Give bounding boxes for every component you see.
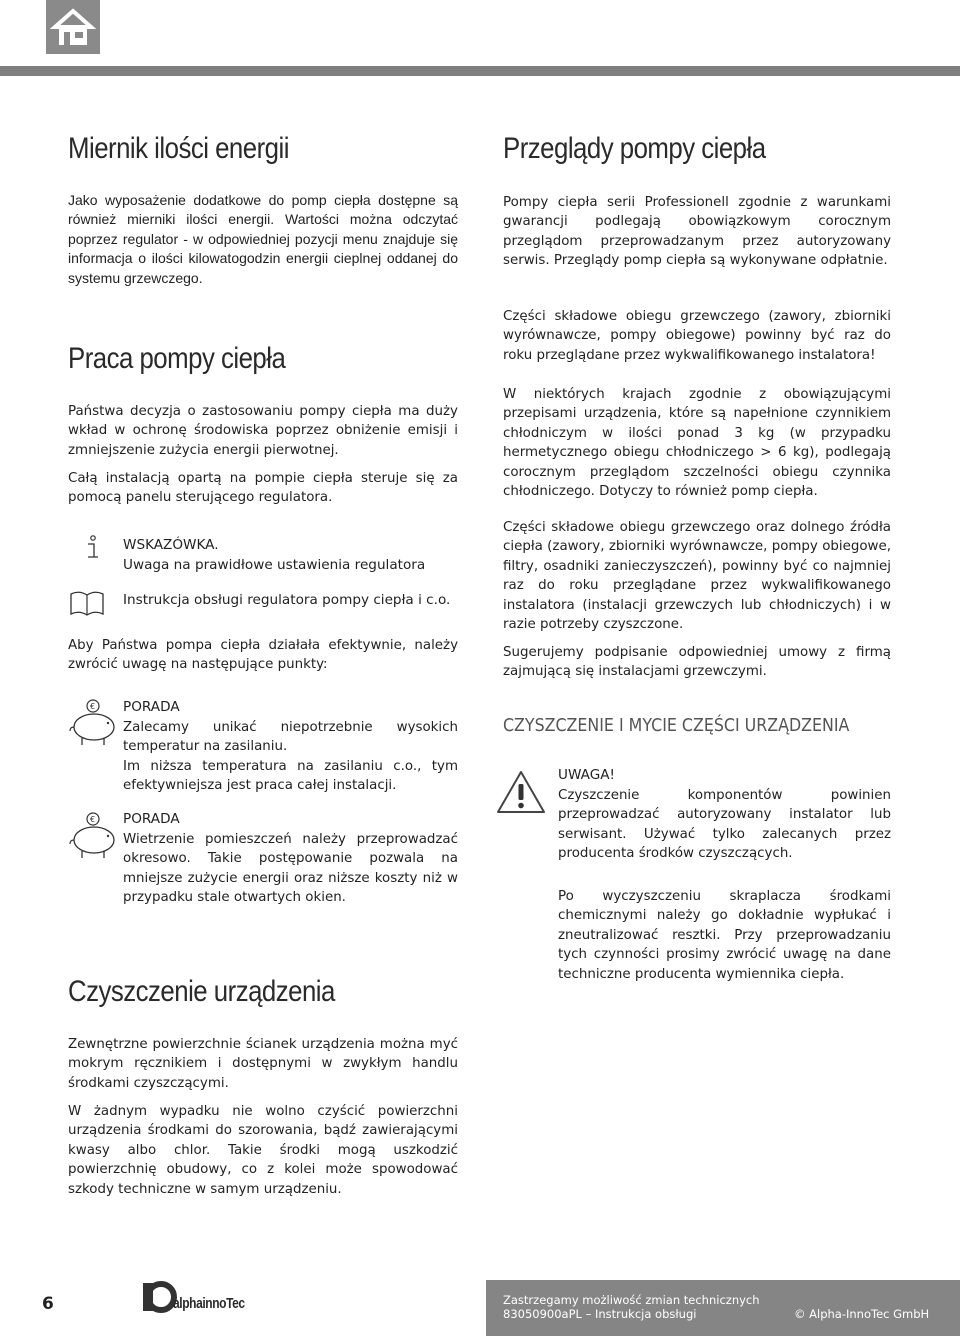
operation-p2: Całą instalacją opartą na pompie ciepła steruje się za pomocą panelu sterującego regulatora. xyxy=(68,471,458,506)
cleaning-parts-title: CZYSZCZENIE I MYCIE CZĘŚCI URZĄDZENIA xyxy=(503,715,850,736)
footer-line1: Zastrzegamy możliwość zmian technicznych xyxy=(503,1293,760,1307)
home-icon xyxy=(46,0,100,54)
service-p2: Części składowe obiegu grzewczego (zawory, zbiorniki wyrównawcze, pompy obiegowe) powinny być raz do roku przeglądane przez wykwalifikowanego instalatora! xyxy=(503,309,891,363)
energy-meter-text: Jako wyposażenie dodatkowe do pomp ciepła dostępne są również mierniki ilości energii. Wartości można odczytać poprzez regulator - w odpowiedniej pozycji menu znajduje się informacja o ilości kilowatogodzin energii cieplnej oddanej do systemu grzewczego. xyxy=(68,192,458,286)
hint-text: Uwaga na prawidłowe ustawienia regulatora xyxy=(123,557,426,573)
info-icon xyxy=(84,534,100,560)
footer-line2: 83050900aPL – Instrukcja obsługi xyxy=(503,1307,697,1321)
svg-text:€: € xyxy=(90,815,96,824)
tip1-text2: Im niższa temperatura na zasilaniu c.o., tym efektywniejsza jest praca całej instalacji. xyxy=(123,759,458,794)
company-logo xyxy=(137,1275,287,1315)
manual-text: Instrukcja obsługi regulatora pompy ciepła i c.o. xyxy=(123,592,451,608)
cleaning-title: Czyszczenie urządzenia xyxy=(68,975,335,1008)
warning-text: Czyszczenie komponentów powinien przeprowadzać autoryzowany instalator lub serwisant. Używać tylko zalecanych przez producenta środków czyszczących. xyxy=(558,788,891,862)
service-p1: Pompy ciepła serii Professionell zgodnie z warunkami gwarancji podlegają obowiązkowym corocznym przeglądom przeprowadzanym przez autoryzowany serwis. Przeglądy pomp ciepła są wykonywane odpłatnie. xyxy=(503,195,891,269)
operation-p1: Państwa decyzja o zastosowaniu pompy ciepła ma duży wkład w ochronę środowiska poprzez obniżenie emisji i zmniejszenie zużycia energii pierwotnej. xyxy=(68,404,458,458)
cleaning-parts-p1: Po wyczyszczeniu skraplacza środkami chemicznymi należy go dokładnie wypłukać i zneutralizować resztki. Przy przeprowadzaniu tych czynności prosimy zwrócić uwagę na dane techniczne producenta wymiennika ciepła. xyxy=(558,889,891,982)
logo-mark-icon xyxy=(137,1275,177,1315)
home-button[interactable] xyxy=(46,0,100,54)
header-bar xyxy=(0,66,960,76)
service-p5: Sugerujemy podpisanie odpowiedniej umowy z firmą zajmującą się instalacjami grzewczymi. xyxy=(503,645,891,680)
book-icon xyxy=(69,590,105,618)
service-p4: Części składowe obiegu grzewczego oraz dolnego źródła ciepła (zawory, zbiorniki wyrównawcze, pompy obiegowe, filtry, osadniki zanieczyszczeń), powinny być co najmniej raz do roku przeglądane przez wykwalifikowanego instalatora (instalacji grzewczych lub chłodniczych) i w razie potrzeby czyszczone. xyxy=(503,520,891,633)
operation-title: Praca pompy ciepła xyxy=(68,342,286,375)
cleaning-p1: Zewnętrzne powierzchnie ścianek urządzenia można myć mokrym ręcznikiem i dostępnymi w zwykłym handlu środkami czyszczącymi. xyxy=(68,1037,458,1091)
tip1-text1: Zalecamy unikać niepotrzebnie wysokich temperatur na zasilaniu. xyxy=(123,720,458,755)
cleaning-p2: W żadnym wypadku nie wolno czyścić powierzchni urządzenia środkami do szorowania, bądź zawierającymi kwasy albo chlor. Takie środki mogą uszkodzić powierzchnię obudowy, co z kolei może spowodować szkody techniczne w samym urządzeniu. xyxy=(68,1104,458,1197)
tip1-title: PORADA xyxy=(123,699,180,715)
operation-p3: Aby Państwa pompa ciepła działała efektywnie, należy zwrócić uwagę na następujące punkty: xyxy=(68,638,458,673)
tip2-text: Wietrzenie pomieszczeń należy przeprowadzać okresowo. Takie postępowanie pozwala na mniejsze zużycie energii oraz niższe koszty niż w przypadku stale otwartych okien. xyxy=(123,832,458,906)
service-title: Przeglądy pompy ciepła xyxy=(503,132,766,165)
page-number: 6 xyxy=(42,1294,54,1314)
logo-text: alphainnoTec xyxy=(173,1295,245,1312)
hint-title: WSKAZÓWKA. xyxy=(123,537,219,553)
svg-text:€: € xyxy=(90,702,96,711)
tip2-title: PORADA xyxy=(123,811,180,827)
service-p3: W niektórych krajach zgodnie z obowiązującymi przepisami urządzenia, które są napełnione czynnikiem chłodniczym w ilości ponad 3 kg (w przypadku hermetycznego obiegu chłodniczego > 6 kg), podlegają corocznym przeglądom szczelności obiegu czynnika chłodniczego. Dotyczy to również pomp ciepła. xyxy=(503,387,891,500)
piggy-bank-icon-2 xyxy=(66,810,120,862)
footer-copyright: © Alpha-InnoTec GmbH xyxy=(794,1307,930,1321)
warning-icon xyxy=(496,770,546,814)
energy-meter-title: Miernik ilości energii xyxy=(68,132,289,165)
piggy-bank-icon xyxy=(66,697,120,749)
warning-title: UWAGA! xyxy=(558,767,615,783)
